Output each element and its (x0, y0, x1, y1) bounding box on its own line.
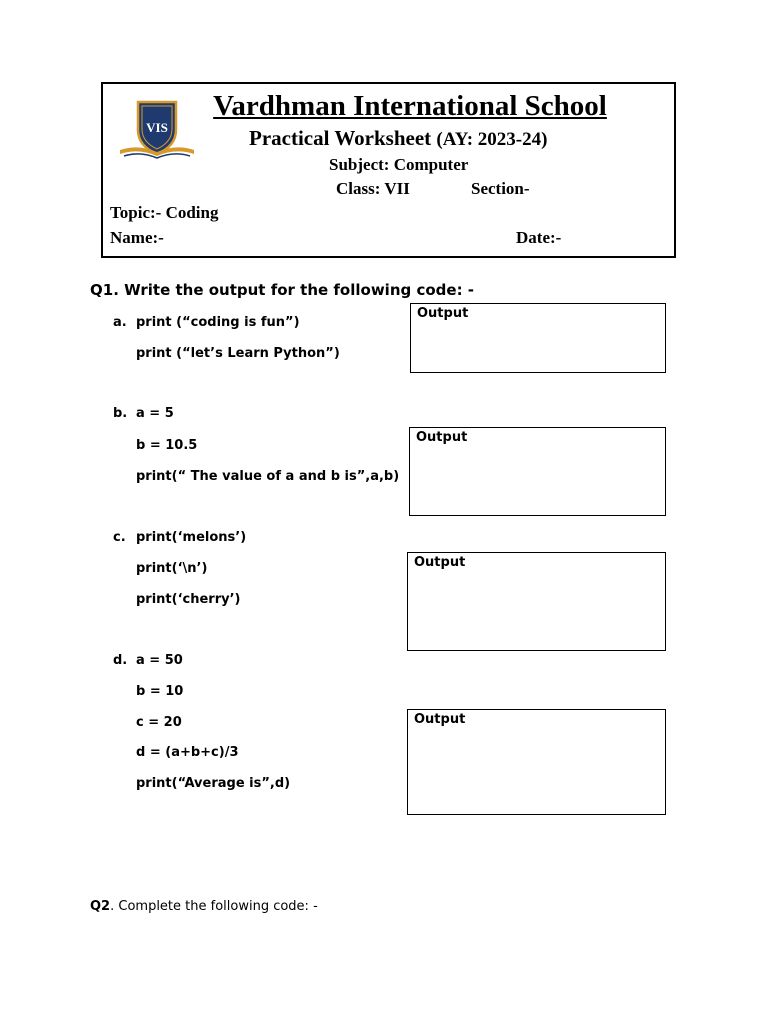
code-line: d = (a+b+c)/3 (136, 745, 239, 760)
q1-heading: Q1. Write the output for the following code: - (90, 281, 475, 299)
school-name: Vardhman International School (213, 90, 607, 122)
output-box-d[interactable] (407, 709, 666, 815)
date-line: Date:- (516, 228, 562, 247)
class-line: Class: VII (336, 179, 410, 198)
output-label: Output (414, 555, 466, 570)
code-line: print(‘\n’) (136, 561, 208, 576)
worksheet-title-text: Practical Worksheet (249, 126, 432, 150)
code-line: print (“coding is fun”) (136, 315, 300, 330)
code-line: print(‘cherry’) (136, 592, 241, 607)
academic-year: (AY: 2023-24) (436, 129, 548, 150)
item-c-marker: c. (113, 530, 126, 545)
worksheet-title (249, 126, 547, 151)
output-box-b[interactable] (409, 427, 666, 516)
q2-heading (90, 899, 318, 914)
code-line: c = 20 (136, 715, 182, 730)
code-line: print(“ The value of a and b is”,a,b) (136, 469, 400, 484)
output-box-a[interactable] (410, 303, 666, 373)
item-b-marker: b. (113, 406, 128, 421)
code-line: b = 10 (136, 684, 184, 699)
output-box-c[interactable] (407, 552, 666, 651)
name-line: Name:- (110, 228, 164, 247)
topic-line: Topic:- Coding (110, 203, 219, 222)
output-label: Output (417, 306, 469, 321)
code-line: print (“let’s Learn Python”) (136, 346, 340, 361)
q2-heading-text: . Complete the following code: - (110, 899, 318, 914)
code-line: a = 5 (136, 406, 174, 421)
subject-line: Subject: Computer (329, 155, 469, 174)
code-line: print(“Average is”,d) (136, 776, 291, 791)
section-line: Section- (471, 179, 530, 198)
output-label: Output (414, 712, 466, 727)
logo-text: VIS (146, 120, 168, 135)
code-line: b = 10.5 (136, 438, 198, 453)
output-label: Output (416, 430, 468, 445)
q2-heading-prefix: Q2 (90, 899, 111, 914)
code-line: print(‘melons’) (136, 530, 247, 545)
item-a-marker: a. (113, 315, 127, 330)
item-d-marker: d. (113, 653, 128, 668)
code-line: a = 50 (136, 653, 183, 668)
